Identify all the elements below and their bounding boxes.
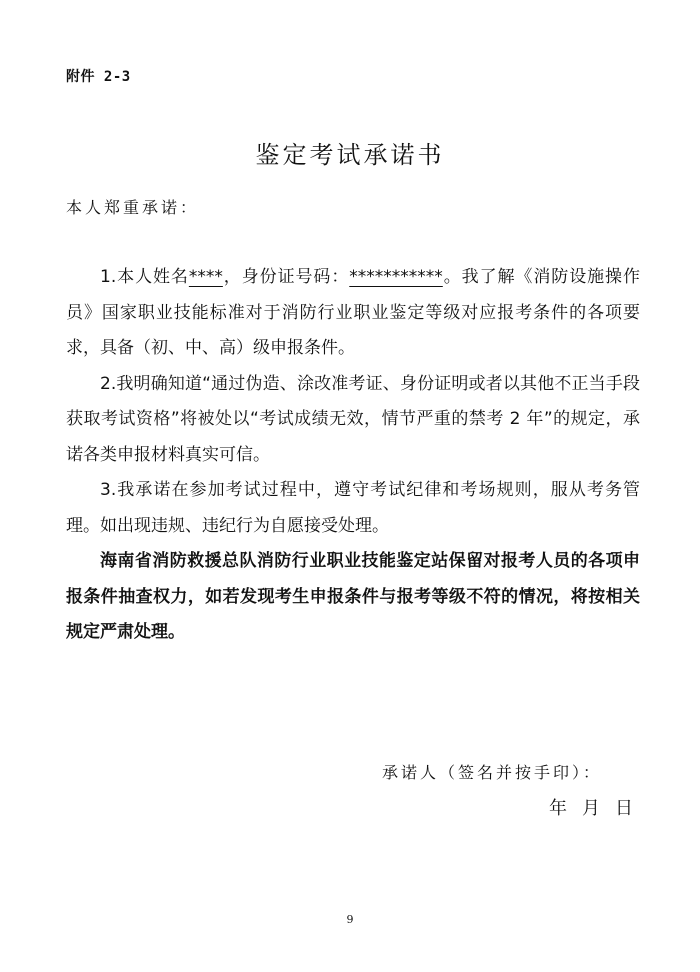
clause-1-rest: 。我了解《消防设施操作员》国家职业技能标准对于消防行业职业鉴定等级对应报考条件的各项要求，具备（初、中、高）级申报条件。 — [66, 267, 640, 358]
date-month: 月 — [582, 798, 601, 819]
intro-text: 本人郑重承诺： — [66, 198, 200, 217]
page-number: 9 — [346, 913, 354, 926]
date-year: 年 — [549, 798, 568, 819]
document-title: 鉴定考试承诺书 — [255, 141, 445, 169]
signer-label: 承诺人（签名并按手印）： — [381, 763, 602, 782]
date-day: 日 — [615, 798, 634, 819]
id-number-field: *********** — [349, 267, 443, 287]
bold-notice: 海南省消防救援总队消防行业职业技能鉴定站保留对报考人员的各项申报条件抽查权力，如若发现考生申报条件与报考等级不符的情况，将按相关规定严肃处理。 — [66, 551, 640, 642]
commitment-body — [66, 260, 640, 651]
name-field: **** — [188, 267, 223, 287]
clause-1 — [66, 260, 640, 367]
clause-2: 2.我明确知道“通过伪造、涂改准考证、身份证明或者以其他不正当手段获取考试资格”将被处以“考试成绩无效，情节严重的禁考 2 年”的规定，承诺各类申报材料真实可信。 — [66, 373, 640, 465]
attachment-label: 附件 2-3 — [66, 69, 131, 85]
clause-3: 3.我承诺在参加考试过程中，遵守考试纪律和考场规则，服从考务管理。如出现违规、违纪行为自愿接受处理。 — [66, 480, 640, 536]
date-line — [535, 794, 634, 820]
id-label: ，身份证号码： — [222, 267, 350, 287]
clause-1-prefix: 1.本人姓名 — [100, 267, 189, 287]
